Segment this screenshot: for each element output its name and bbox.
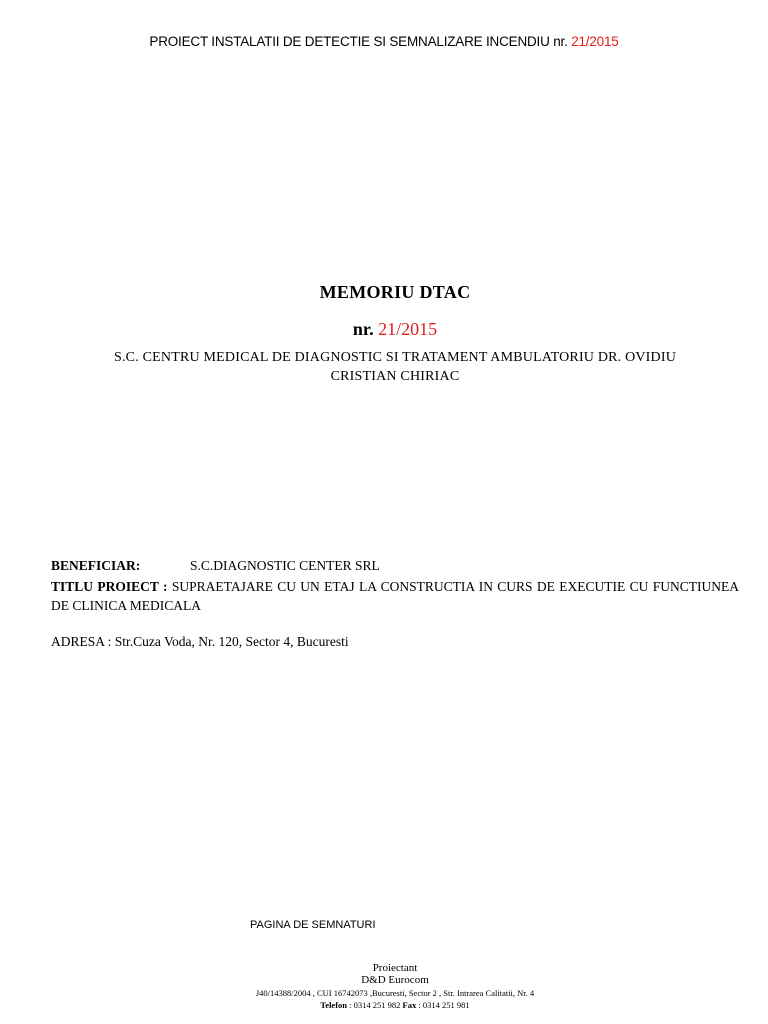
company-line-2: CRISTIAN CHIRIAC — [330, 369, 460, 384]
titlu-value: SUPRAETAJARE CU UN ETAJ LA CONSTRUCTIA IN CURS DE EXECUTIE CU FUNCTIUNEA DE CLINICA MEDICALA — [51, 579, 740, 613]
signature-page-label: PAGINA DE SEMNATURI — [250, 919, 376, 931]
company-name — [80, 348, 710, 386]
footer-company: D&D Eurocom — [361, 974, 429, 986]
document-number — [0, 319, 768, 340]
document-title: MEMORIU DTAC — [319, 282, 471, 302]
company-line-1: S.C. CENTRU MEDICAL DE DIAGNOSTIC SI TRATAMENT AMBULATORIU DR. OVIDIU — [113, 350, 677, 365]
header-text: PROIECT INSTALATII DE DETECTIE SI SEMNALIZARE INCENDIU nr. — [149, 34, 568, 49]
beneficiar-value: S.C.DIAGNOSTIC CENTER SRL — [190, 558, 380, 573]
nr-label: nr. — [352, 319, 374, 339]
project-title — [51, 577, 739, 615]
page-header — [0, 34, 768, 49]
footer-contact — [0, 1000, 768, 1010]
footer-registration: J40/14388/2004 , CUI 16742073 ,Bucuresti, Sector 2 , Str. Intrarea Calitatii, Nr. 4 — [255, 988, 535, 998]
titlu-label: TITLU PROIECT : — [51, 579, 168, 594]
phone-value: : 0314 251 982 — [349, 1000, 401, 1010]
beneficiar-label: BENEFICIAR: — [51, 558, 141, 573]
header-number: 21/2015 — [571, 34, 619, 49]
phone-label: Telefon — [320, 1000, 348, 1010]
nr-value: 21/2015 — [378, 319, 438, 339]
footer-role: Proiectant — [372, 962, 418, 974]
fax-value: : 0314 251 981 — [418, 1000, 470, 1010]
address: ADRESA : Str.Cuza Voda, Nr. 120, Sector 4, Bucuresti — [51, 634, 349, 649]
fax-label: Fax — [402, 1000, 417, 1010]
